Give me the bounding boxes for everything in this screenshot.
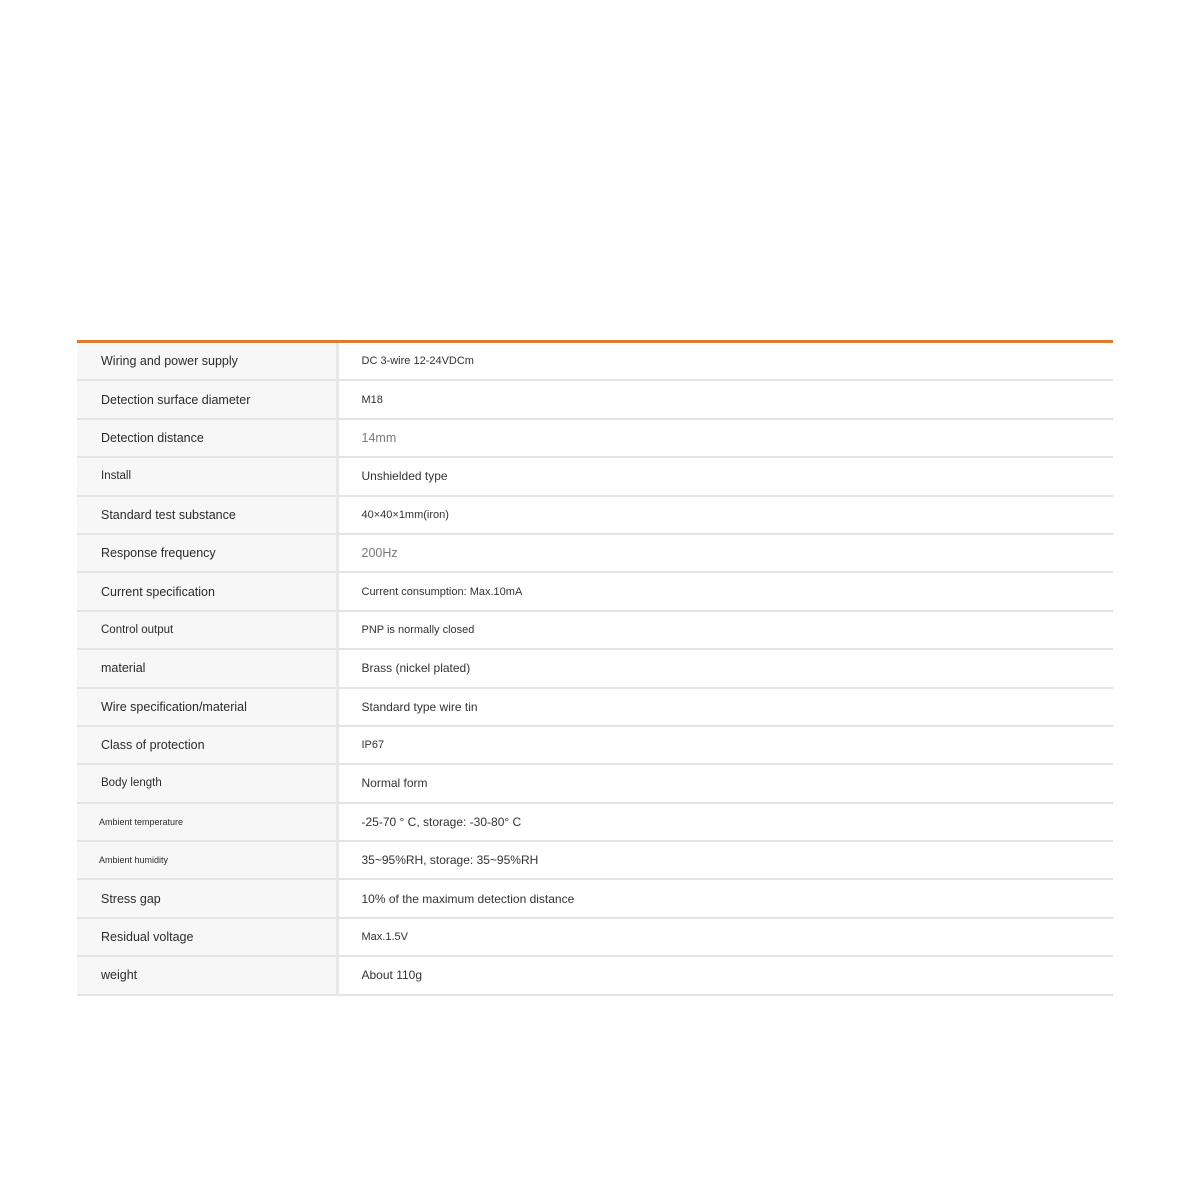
spec-value: 35~95%RH, storage: 35~95%RH — [337, 841, 1113, 879]
spec-value: PNP is normally closed — [337, 611, 1113, 649]
spec-value: 200Hz — [337, 534, 1113, 572]
table-row — [77, 688, 1113, 726]
spec-value: IP67 — [337, 726, 1113, 764]
table-row — [77, 380, 1113, 418]
spec-label: weight — [77, 956, 337, 994]
table-row — [77, 534, 1113, 572]
spec-value: Current consumption: Max.10mA — [337, 572, 1113, 610]
table-row — [77, 572, 1113, 610]
spec-label: Residual voltage — [77, 918, 337, 956]
table-row — [77, 918, 1113, 956]
spec-label: Body length — [77, 764, 337, 802]
table-row — [77, 419, 1113, 457]
spec-value: Standard type wire tin — [337, 688, 1113, 726]
table-row — [77, 803, 1113, 841]
spec-label: Current specification — [77, 572, 337, 610]
table-row — [77, 457, 1113, 495]
table-row — [77, 649, 1113, 687]
spec-value: DC 3-wire 12-24VDCm — [337, 343, 1113, 380]
spec-label: Wiring and power supply — [77, 343, 337, 380]
spec-label: Stress gap — [77, 879, 337, 917]
spec-value: M18 — [337, 380, 1113, 418]
table-row — [77, 611, 1113, 649]
spec-label: material — [77, 649, 337, 687]
table-row — [77, 343, 1113, 380]
spec-label: Detection distance — [77, 419, 337, 457]
spec-value: Normal form — [337, 764, 1113, 802]
spec-label: Standard test substance — [77, 496, 337, 534]
spec-value: Brass (nickel plated) — [337, 649, 1113, 687]
spec-label: Response frequency — [77, 534, 337, 572]
table-row — [77, 841, 1113, 879]
spec-table — [77, 343, 1113, 996]
spec-value: About 110g — [337, 956, 1113, 994]
spec-value: 10% of the maximum detection distance — [337, 879, 1113, 917]
spec-value: Unshielded type — [337, 457, 1113, 495]
spec-label: Ambient humidity — [77, 841, 337, 879]
spec-value: Max.1.5V — [337, 918, 1113, 956]
spec-label: Wire specification/material — [77, 688, 337, 726]
table-row — [77, 726, 1113, 764]
table-row — [77, 956, 1113, 994]
spec-label: Class of protection — [77, 726, 337, 764]
spec-label: Control output — [77, 611, 337, 649]
spec-label: Install — [77, 457, 337, 495]
table-row — [77, 764, 1113, 802]
spec-label: Ambient temperature — [77, 803, 337, 841]
spec-sheet — [77, 340, 1113, 996]
spec-value: 40×40×1mm(iron) — [337, 496, 1113, 534]
spec-label: Detection surface diameter — [77, 380, 337, 418]
table-row — [77, 496, 1113, 534]
spec-value: -25-70 ° C, storage: -30-80° C — [337, 803, 1113, 841]
table-row — [77, 879, 1113, 917]
spec-value: 14mm — [337, 419, 1113, 457]
